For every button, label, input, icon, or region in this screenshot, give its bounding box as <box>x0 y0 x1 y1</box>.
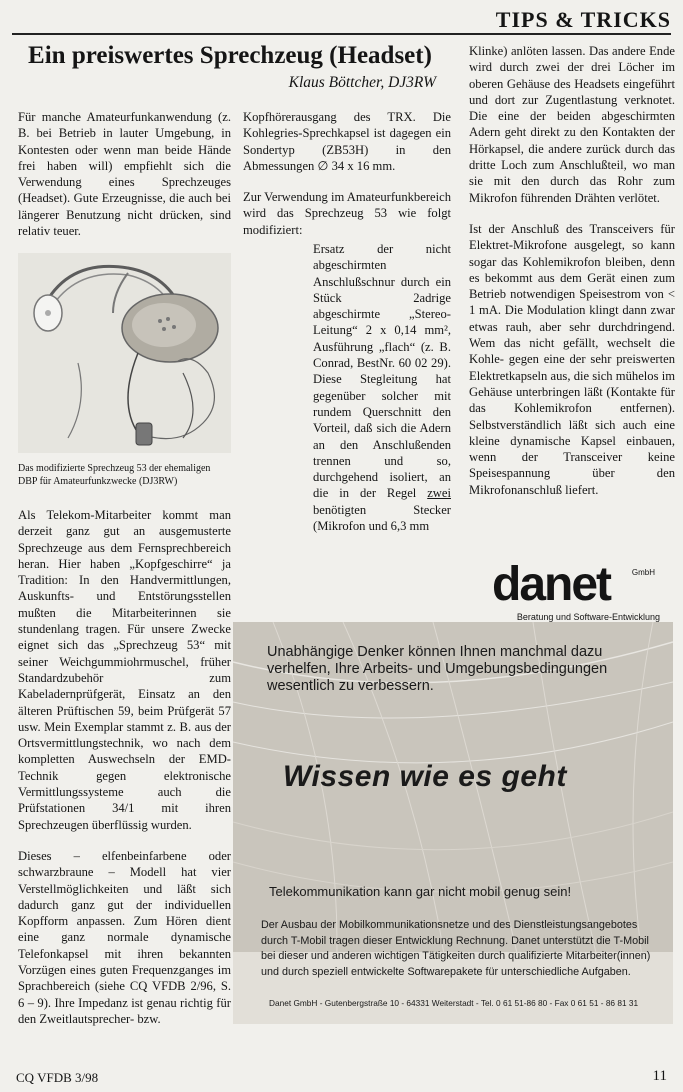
underlined-word: zwei <box>427 486 451 501</box>
body-paragraph-2: Als Telekom-Mitarbeiter kommt man derzeit ganz gut an ausgemusterte Sprechzeuge aus dem Fernsprechbereich heran. Hier haben „Kopfgeschirre“ ja Tradition: In den Handvermittlungen, Auskunfts- und Entstörungsstellen mußten die Mitarbeiterinnen sie stundenlang tragen. Für unsere Zwecke eignet sich das „Sprechzeug 53“ mit seiner Weichgummiohrmuschel, früher Standardzubehör zum Kabeladernprüfgerät, Einsatz an den älteren Prüftischen 59, beim Prüfgerät 57 usw. Mein Exemplar stammt z. B. aus der Ortsvermittlungstechnik, wo nach dem kompletten Auswechseln der EMD-Technik gegen elektronische Vermittlungssysteme auch die Prüfstationen 34/1 mit ihren Sprechzeugen überflüssig wurden. <box>18 508 231 832</box>
modification-text-end: benötigten Stecker (Mikrofon und 6,3 mm <box>313 502 451 534</box>
header-rule <box>12 33 671 35</box>
article-author: Klaus Böttcher, DJ3RW <box>288 74 436 91</box>
section-label: TIPS & TRICKS <box>495 7 671 32</box>
danet-logo <box>492 560 657 610</box>
body-paragraph-3: Dieses – elfenbeinfarbene oder schwarzbraune – Modell hat vier Verstellmöglichkeiten und läßt sich dadurch ganz gut der individuellen Kopfform anpassen. Zum Hören dient eine ganz normale dynamische Telefonkapsel mit ihren bekannten Vorzügen eines guten Frequenzganges im Sprachbereich (siehe CQ VFDB 2/96, S. 6 – 9). Ihre Impedanz ist genau richtig für den Zweitlautsprecher- bzw. <box>18 848 231 1026</box>
page-number: 11 <box>652 1068 667 1084</box>
ad-body: Der Ausbau der Mobilkommunikationsnetze und des Dienstleistungsangebotes durch T-Mobil tragen dieser Entwicklung Rechnung. Danet unterstützt die T-Mobil bei dieser und anderen wichtigen Tätigkeiten durch qualifizierte Mitarbeiter(innen) und durch speziell entwickelte Softwarepakete für unterschiedliche Aufgaben. <box>261 919 651 978</box>
ad-headline: Wissen wie es geht <box>283 760 567 793</box>
intro-paragraph: Für manche Amateurfunkanwendung (z. B. bei Betrieb in lauter Umgebung, in Kontesten oder wenn man beide Hände frei haben will) empfiehlt sich die Verwendung eines Sprechzeuges (Headset). Gute Erzeugnisse, die auch bei längerer Benutzung nicht drücken, sind relativ teuer. <box>18 110 231 239</box>
ad-contact: Danet GmbH - Gutenbergstraße 10 - 64331 Weiterstadt - Tel. 0 61 51-86 80 - Fax 0 61 51 - 86 81 31 <box>269 998 639 1008</box>
headset-illustration <box>18 253 231 453</box>
column-3 <box>469 43 675 513</box>
body-paragraph-col3-1: Klinke) anlöten lassen. Das andere Ende wird durch zwei der drei Löcher im oberen Gehäuse des Headsets eingeführt und dort zur Zugentlastung verknotet. Die eine der beiden abgeschirmten Adern geht direkt zu den Kontakten der Hörkapsel, die andere zurück durch das dritte Loch zum Anschlußteil, wo man sie mit den durch das Rohr zum Mikrofon führenden Drähten verlötet. <box>469 44 675 205</box>
headset-photo <box>18 253 231 453</box>
ad-tagline: Telekommunikation kann gar nicht mobil genug sein! <box>269 884 572 899</box>
logo-tagline: Beratung und Software-Entwicklung <box>516 612 660 622</box>
body-paragraph-col2-2: Zur Verwendung im Amateurfunkbereich wird das Sprechzeug 53 wie folgt modifiziert: <box>243 190 451 237</box>
column-1-intro <box>18 109 231 254</box>
danet-logo-suffix: GmbH <box>631 568 655 577</box>
article-title: Ein preiswertes Sprechzeug (Headset) <box>28 42 432 69</box>
column-2 <box>243 109 451 253</box>
body-paragraph-col2-1: Kopfhörerausgang des TRX. Die Kohlegries-Sprechkapsel ist dagegen ein Sondertyp (ZB53H) in den Abmessungen ∅ 34 x 16 mm. <box>243 110 451 173</box>
danet-logo-text: danet <box>492 558 611 611</box>
column-1-body <box>18 507 231 1042</box>
footer-issue: CQ VFDB 3/98 <box>16 1070 99 1085</box>
ad-intro: Unabhängige Denker können Ihnen manchmal dazu verhelfen, Ihre Arbeits- und Umgebungsbedingungen wesentlich zu verbessern. <box>267 644 608 694</box>
modification-list <box>313 241 451 534</box>
figure-caption: Das modifizierte Sprechzeug 53 der ehemaligen DBP für Amateurfunkzwecke (DJ3RW) <box>18 463 211 487</box>
body-paragraph-col3-2: Ist der Anschluß des Transceivers für Elektret-Mikrofone ausgelegt, so kann sogar das Kohlemikrofon bleiben, denn es bekommt aus dem Gerät einen zum Betrieb notwendigen Speisestrom von < 1 mA. Die Modulation klingt dann zwar etwas rauh, aber sehr durchdringend. Wem das nicht gefällt, wechselt die Kohle- gegen eine der sehr preiswerten Elektretkapseln aus, die sich mühelos im Gehäuse unterbringen läßt (Kontakte für das Kohlemikrofon entfernen). Selbstverständlich läßt sich auch eine kleine dynamische Kapsel einbauen, wenn der Transceiver keine Speisespannung über den Mikrofonanschluß liefert. <box>469 221 675 497</box>
modification-text: Ersatz der nicht abgeschirmten Anschlußschnur durch ein Stück 2adrige abgeschirmte „Stereo-Leitung“ 2 x 0,14 mm², Ausführung „flach“ (z. B. Conrad, BestNr. 60 02 29). Diese Stegleitung hat gegenüber solcher mit rundem Querschnitt den Vorteil, daß sich die Adern an den Anschlußenden trennen und so, durchgehend isoliert, an die in der Regel <box>313 242 451 501</box>
advertisement <box>233 622 673 1024</box>
